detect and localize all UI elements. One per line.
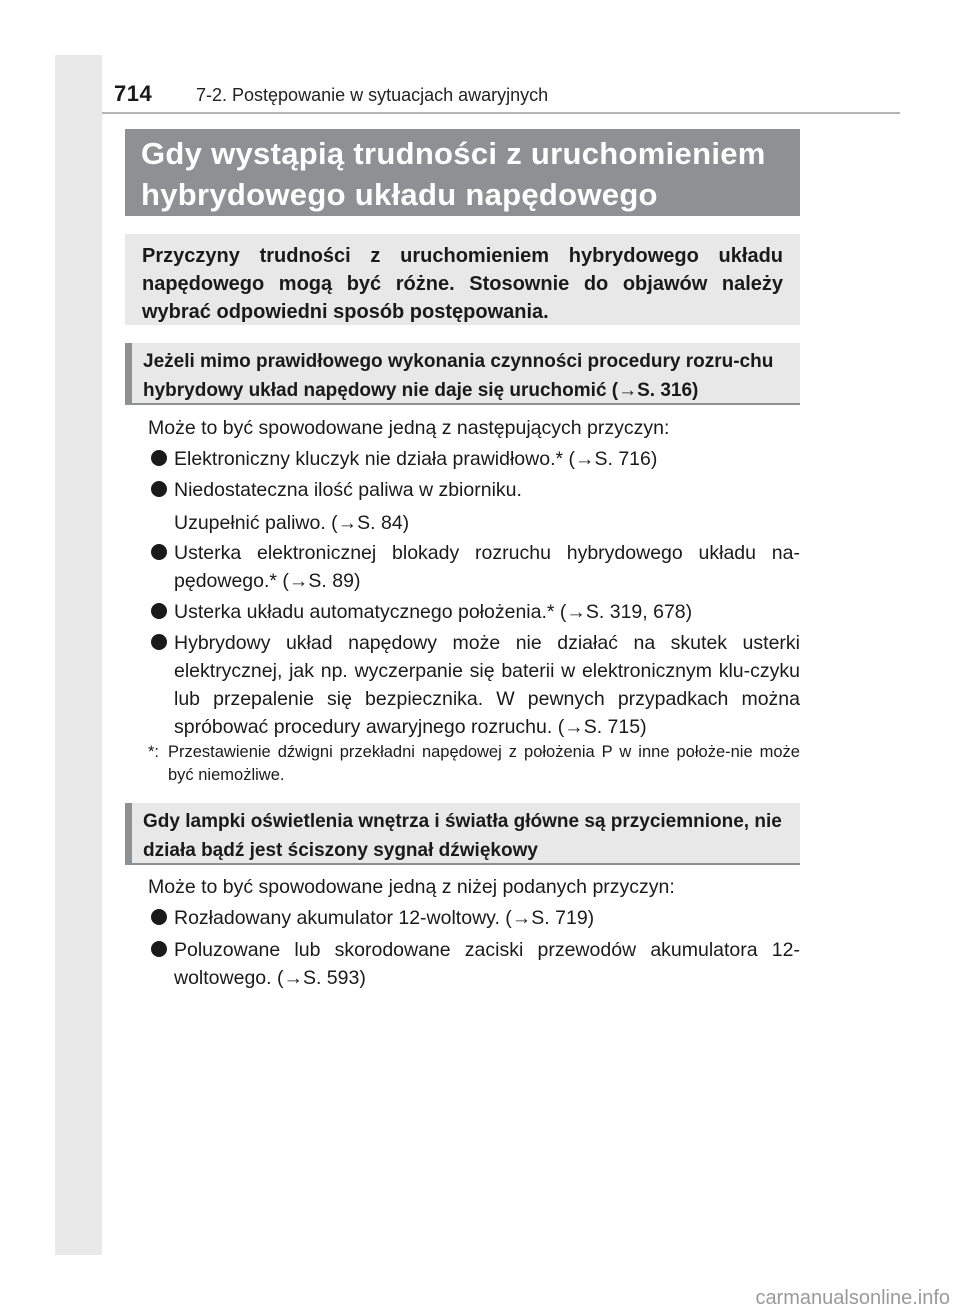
section1-lead: Może to być spowodowane jedną z następujących przyczyn: — [148, 417, 670, 439]
list-item: Rozładowany akumulator 12-woltowy. (→S. 719) — [150, 904, 800, 932]
main-title-line1: Gdy wystąpią trudności z uruchomieniem — [141, 136, 766, 171]
footnote: *: Przestawienie dźwigni przekładni napędowej z położenia P w inne położe-nie może być niemożliwe. — [148, 743, 800, 784]
bullet-icon — [151, 481, 167, 497]
list-item: Elektroniczny kluczyk nie działa prawidłowo.* (→S. 716) — [150, 445, 800, 473]
bullet-icon — [151, 450, 167, 466]
header-rule — [102, 112, 900, 114]
list-item: Niedostateczna ilość paliwa w zbiorniku. — [150, 476, 800, 504]
list-item: Poluzowane lub skorodowane zaciski przewodów akumulatora 12-woltowego. (→S. 593) — [150, 936, 800, 992]
chapter-title: 7-2. Postępowanie w sytuacjach awaryjnych — [196, 85, 549, 105]
section2-lead: Może to być spowodowane jedną z niżej podanych przyczyn: — [148, 876, 675, 898]
watermark: carmanualsonline.info — [755, 1287, 950, 1309]
bullet-icon — [151, 909, 167, 925]
side-tab — [55, 55, 102, 1255]
list-item: Hybrydowy układ napędowy może nie działać na skutek usterki elektrycznej, jak np. wyczerpanie się baterii w elektronicznym klu-czyku lub przepalenie się bezpiecznika. W pewnych przypadkach można spróbować procedury awaryjnego rozruchu. (→S. 715) — [150, 629, 800, 741]
list-item: Usterka układu automatycznego położenia.* (→S. 319, 678) — [150, 598, 800, 626]
page-number: 714 — [114, 81, 153, 106]
section-heading-dim-lights: Gdy lampki oświetlenia wnętrza i światła główne są przyciemnione, nie działa bądź jest ściszony sygnał dźwiękowy — [125, 803, 800, 865]
bullet-icon — [151, 603, 167, 619]
footnote-mark: *: — [148, 743, 160, 761]
main-title-line2: hybrydowego układu napędowego — [141, 177, 658, 212]
bullet-icon — [151, 544, 167, 560]
intro-box: Przyczyny trudności z uruchomieniem hybrydowego układu napędowego mogą być różne. Stosownie do objawów należy wybrać odpowiedni sposób postępowania. — [125, 234, 800, 325]
list-item: Usterka elektronicznej blokady rozruchu hybrydowego układu na-pędowego.* (→S. 89) — [150, 539, 800, 595]
refuel-note: Uzupełnić paliwo. (→S. 84) — [174, 512, 410, 534]
bullet-icon — [151, 634, 167, 650]
bullet-icon — [151, 941, 167, 957]
section-heading-starting-failure: Jeżeli mimo prawidłowego wykonania czynności procedury rozru-chu hybrydowy układ napędowy nie daje się uruchomić (→S. 316) — [125, 343, 800, 405]
main-title — [125, 129, 800, 216]
